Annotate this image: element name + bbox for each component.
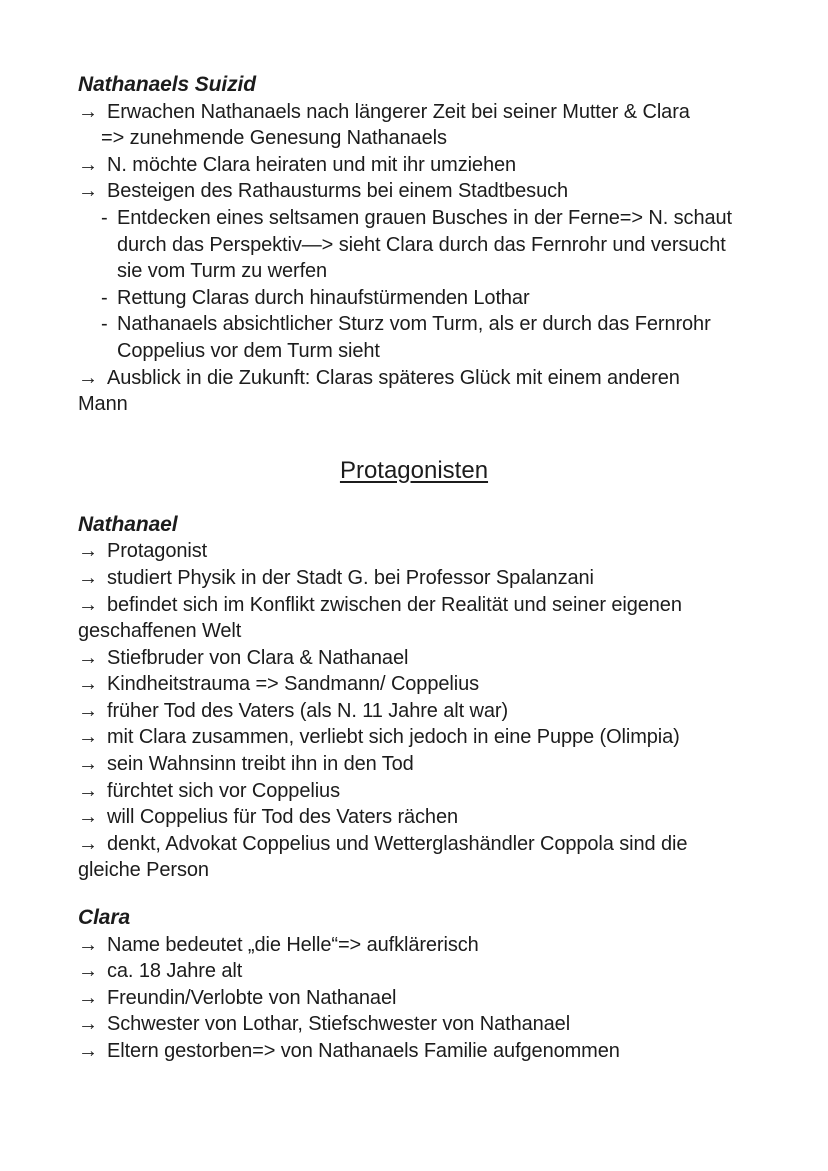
line-text: sein Wahnsinn treibt ihn in den Tod [107,753,414,776]
arrow-bullet: → [78,540,98,563]
text-line [78,1038,750,1065]
dash-bullet: - [101,313,108,336]
text-line [78,1011,750,1038]
text-line [78,565,750,592]
arrow-bullet: → [78,960,98,983]
dash-bullet: - [101,206,108,229]
line-text: sie vom Turm zu werfen [117,260,328,283]
bullet-list-nathanael [78,538,750,884]
arrow-bullet: → [78,806,98,829]
text-line [78,258,750,285]
line-text: Stiefbruder von Clara & Nathanael [107,646,409,669]
line-text: mit Clara zusammen, verliebt sich jedoch in eine Puppe (Olimpia) [107,726,680,749]
line-text: Mann [78,393,128,416]
line-text: gleiche Person [78,859,209,882]
text-line [78,592,750,619]
section-heading-nathanaels-suizid: Nathanaels Suizid [78,73,257,96]
arrow-bullet: → [78,832,98,855]
text-line [78,857,750,884]
line-text: Rettung Claras durch hinaufstürmenden Lothar [117,286,530,309]
text-line [78,99,750,126]
arrow-bullet: → [78,673,98,696]
section-heading-clara: Clara [78,906,131,930]
arrow-bullet: → [78,100,98,123]
section-heading-nathanael: Nathanael [78,512,178,536]
arrow-bullet: → [78,646,98,669]
arrow-bullet: → [78,699,98,722]
line-text: Entdecken eines seltsamen grauen Busches in der Ferne=> N. schaut [117,206,732,229]
line-text: Erwachen Nathanaels nach längerer Zeit bei seiner Mutter & Clara [107,100,690,123]
line-text: denkt, Advokat Coppelius und Wetterglashändler Coppola sind die [107,832,688,855]
text-line [78,125,750,152]
line-text: fürchtet sich vor Coppelius [107,779,340,802]
text-line [78,338,750,365]
page-heading-protagonisten: Protagonisten [339,456,489,484]
text-line [78,778,750,805]
text-line [78,538,750,565]
text-line [78,724,750,751]
line-text: durch das Perspektiv—> sieht Clara durch das Fernrohr und versucht [117,233,726,256]
text-line [78,932,750,959]
text-line [78,285,750,312]
bullet-list-suizid [78,99,750,418]
line-text: => zunehmende Genesung Nathanaels [101,127,447,150]
line-text: Ausblick in die Zukunft: Claras späteres Glück mit einem anderen [107,366,680,389]
line-text: Name bedeutet „die Helle“=> aufklärerisch [107,933,479,956]
line-text: will Coppelius für Tod des Vaters rächen [107,806,459,829]
line-text: geschaffenen Welt [78,620,242,643]
section-clara [78,905,750,1065]
arrow-bullet: → [78,1013,98,1036]
text-line [78,178,750,205]
text-line [78,831,750,858]
line-text: befindet sich im Konflikt zwischen der Realität und seiner eigenen [107,593,682,616]
section-nathanael [78,512,750,884]
line-text: ca. 18 Jahre alt [107,960,243,983]
text-line [78,152,750,179]
line-text: N. möchte Clara heiraten und mit ihr umziehen [107,153,517,176]
arrow-bullet: → [78,933,98,956]
line-text: studiert Physik in der Stadt G. bei Professor Spalanzani [107,566,594,589]
text-line [78,391,750,418]
bullet-list-clara [78,932,750,1065]
arrow-bullet: → [78,180,98,203]
text-line [78,804,750,831]
section-nathanaels-suizid [78,72,750,418]
line-text: Kindheitstrauma => Sandmann/ Coppelius [107,673,479,696]
line-text: Eltern gestorben=> von Nathanaels Familie aufgenommen [107,1040,620,1062]
arrow-bullet: → [78,153,98,176]
text-line [78,751,750,778]
text-line [78,205,750,232]
line-text: Protagonist [107,540,208,563]
text-line [78,985,750,1012]
text-line [78,671,750,698]
arrow-bullet: → [78,1040,98,1062]
arrow-bullet: → [78,779,98,802]
line-text: Freundin/Verlobte von Nathanael [107,986,397,1009]
line-text: früher Tod des Vaters (als N. 11 Jahre alt war) [107,699,509,722]
text-line [78,698,750,725]
arrow-bullet: → [78,726,98,749]
line-text: Schwester von Lothar, Stiefschwester von Nathanael [107,1013,571,1036]
line-text: Nathanaels absichtlicher Sturz vom Turm, als er durch das Fernrohr [117,313,711,336]
arrow-bullet: → [78,986,98,1009]
arrow-bullet: → [78,753,98,776]
text-line [78,232,750,259]
arrow-bullet: → [78,593,98,616]
arrow-bullet: → [78,366,98,389]
text-line [78,618,750,645]
text-line [78,311,750,338]
arrow-bullet: → [78,566,98,589]
line-text: Besteigen des Rathausturms bei einem Stadtbesuch [107,180,569,203]
text-line [78,958,750,985]
line-text: Coppelius vor dem Turm sieht [117,339,380,362]
dash-bullet: - [101,286,108,309]
text-line [78,365,750,392]
text-line [78,645,750,672]
